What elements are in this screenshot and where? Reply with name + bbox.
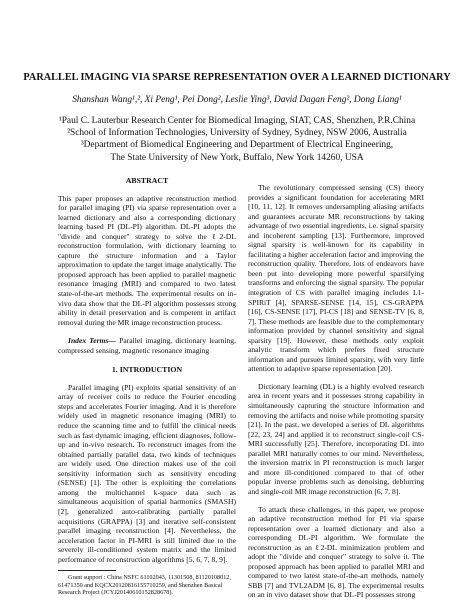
abstract-heading: ABSTRACT [125, 176, 169, 185]
affiliation-2: ²School of Information Technologies, University of Sydney, Sydney, NSW 2006, Australia [67, 128, 407, 139]
cs-paragraph: The revolutionary compressed sensing (CS) theory provides a significant foundation for accelerating MRI [10, 11, 12]. It removes undersampling aliasing artifacts and guarantees accurate MR reconstructions by taking advantage of two essential ingredients, i.e. signal sparsity and incoherent sampling [13]. Furthermore, improved signal sparsity is well-known for its capability in facilitating a higher acceleration factor and improving the reconstruction quality. Therefore, lots of endeavors have been put into developing more powerful sparsifying transforms and enforcing the signal sparsity. The popular integration of CS with parallel imaging includes L1-SPIRiT [4], SPARSE-SENSE [14, 15], CS-GRAPPA [16], CS-SENSE [17], PI-CS [18] and SENSE-TV [6, 8, 7]. These methods are feasible due to the complementary information provided by channel sensitivity and signal sparsity [19]. However, these methods only exploit analytic transform which prefers fixed structure information and pursues limited sparsity, with very little attention to adaptive sparse representation [20]. [248, 183, 424, 374]
proposal-paragraph: To attack these challenges, in this paper, we propose an adaptive reconstruction method for PI via sparse representation over a learned dictionary and also a corresponding DL-PI algorithm. We formulate the reconstruction as an ℓ2-DL minimization problem and adopt the "divide and conquer" strategy to solve it. The proposed approach has been applied to parallel MRI and compared to two latest state-of-the-art methods, namely SBB [7] and TVL2ADM [6, 8]. The experimental results on an in vivo dataset show that DL-PI possesses strong [248, 504, 424, 600]
affiliation-3: ³Department of Biomedical Engineering and Department of Electrical Engineering, [80, 140, 394, 151]
index-terms-label: Index Terms— [68, 336, 116, 346]
affiliation-4: The State University of New York, Buffalo, New York 14260, USA [110, 152, 364, 163]
author-list: Shanshan Wang¹,², Xi Peng¹, Pei Dong², Leslie Ying³, David Dagan Feng², Dong Liang¹ [72, 95, 402, 105]
affiliations [0, 115, 474, 164]
right-column [248, 183, 424, 600]
abstract-text: This paper proposes an adaptive reconstruction method for parallel imaging (PI) via sparse representation over a learned dictionary and also a corresponding dictionary learning based PI (DL-PI) algorithm. DL-PI adopts the "divide and conquer" strategy to solve the ℓ2-DL reconstruction formulation, with dictionary learning to capture the structure information and a Taylor approximation to update the target image analytically. The proposed approach has been applied to parallel magnetic resonance imaging (MRI) and compared to two latest state-of-the-art methods. The experimental results on in-vivo data show that the DL-PI algorithm possesses strong ability in detail preservation and is competent in artifact removal during the MR image reconstruction process. [58, 193, 236, 327]
footnote-divider [58, 570, 116, 571]
grant-footnote: Grant support : China NSFC 61102043, 11301508, 81120108012, 61471350 and KQCX20120816155710259, and Shenzhen Basical Research Project (JCYJ20140610152828678). [58, 574, 231, 597]
index-terms [58, 336, 236, 355]
index-terms-text: Parallel imaging, dictionary learning, compressed sensing, magnetic resonance imaging [58, 336, 236, 355]
dl-paragraph: Dictionary learning (DL) is a highly evolved research area in recent years and it possesses strong capability in simultaneously capturing the structure information and removing the artifacts and noise while promoting sparsity [21]. In the past, we developed a series of DL algorithms [22, 23, 24] and applied it to reconstruct single-coil CS-MRI successfully [25]. Therefore, incorporating DL into parallel MRI naturally comes to our mind. Nevertheless, the inversion matrix in PI reconstruction is much larger and more ill-conditioned compared to that of other popular inverse problems such as denoising, deblurring and single-coil MR image reconstruction [6, 7, 8]. [248, 381, 424, 496]
introduction-heading: 1. INTRODUCTION [111, 365, 183, 375]
left-column [58, 176, 236, 597]
intro-paragraph-1: Parallel imaging (PI) exploits spatial sensitivity of an array of receiver coils to reduce the Fourier encoding steps and accelerates Fourier imaging. And it is therefore widely used in magnetic resonance imaging (MRI) to reduce the scanning time and to fulfill the clinical needs such as fast dynamic imaging, efficient diagnoses, follow-up and in-vivo research. To reconstruct images from the obtained partially parallel data, two kinds of techniques are widely used. One direction makes use of the coil sensitivity information such as sensitivity encoding (SENSE) [1]. The other is exploiting the correlations among the multichannel k-space data such as simultaneous acquisition of spatial harmonics (SMASH) [2], generalized auto-calibrating partially parallel acquisitions (GRAPPA) [3] and iterative self-consistent parallel imaging reconstruction [4]. Nevertheless, the acceleration factor in PI-MRI is still limited due to the severely ill-conditioned system matrix and the limited performance of reconstruction algorithms [5, 6, 7, 8, 9]. [58, 382, 236, 564]
paper-title: PARALLEL IMAGING VIA SPARSE REPRESENTATION OVER A LEARNED DICTIONARY [23, 72, 451, 83]
affiliation-1: ¹Paul C. Lauterbur Research Center for Biomedical Imaging, SIAT, CAS, Shenzhen, P.R.China [58, 116, 416, 126]
